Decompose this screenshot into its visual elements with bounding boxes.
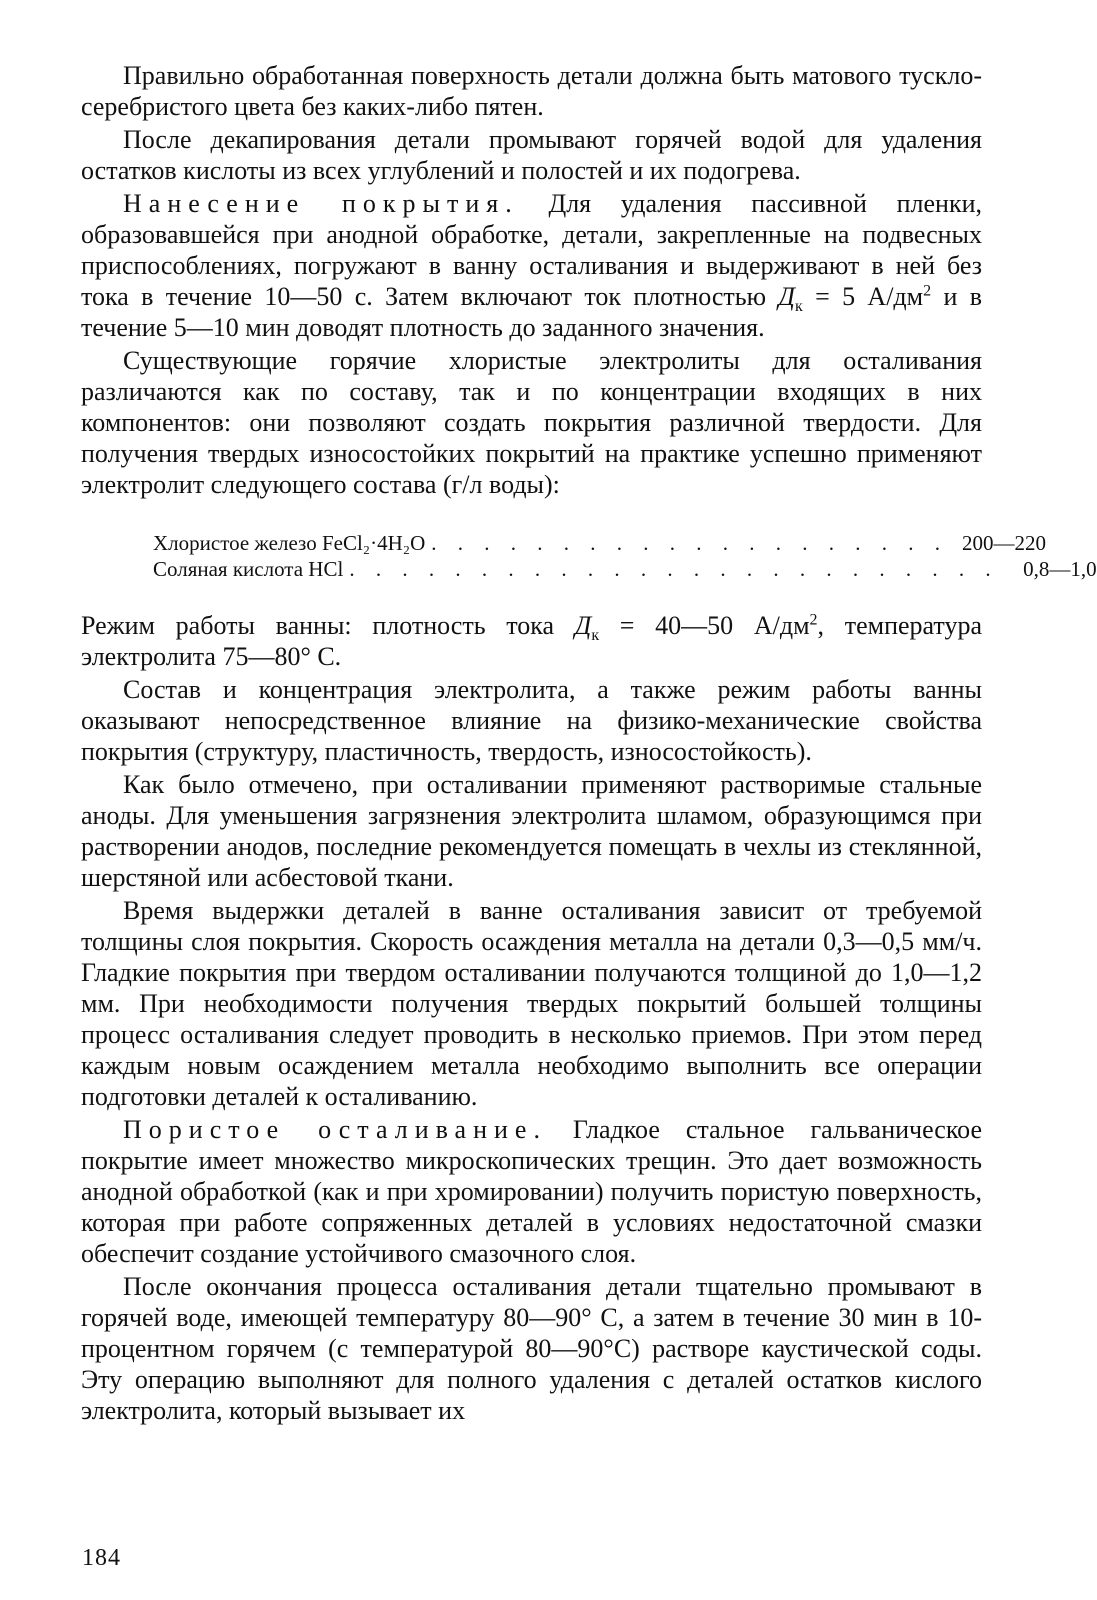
composition-list bbox=[153, 530, 1097, 582]
paragraph-decapping: После декапирования детали промывают горячей водой для удаления остатков кислоты из всех углублений и полостей и их подогрева. bbox=[81, 125, 982, 185]
leader-dots: . . . . . . . . . . . . . . . . . . . . . . . . . bbox=[349, 557, 999, 581]
superscript: 2 bbox=[809, 611, 818, 629]
composition-value: 0,8—1,0 bbox=[1023, 557, 1097, 581]
text-run: = 40—50 А/дм bbox=[599, 611, 810, 640]
composition-value: 200—220 bbox=[962, 531, 1047, 555]
paragraph-bath-mode bbox=[81, 610, 982, 672]
text-run: и в течение 5—10 мин доводят плотность до заданного значения. bbox=[81, 282, 982, 342]
paragraph-electrolytes: Существующие горячие хлористые электролиты для осталивания различаются как по составу, так и по концентрации входящих в них компонентов: они позволяют создать покрытия различной твердости. Для получения твердых износостойких покрытий на практике успешно применяют электролит следующего состава (г/л воды): bbox=[81, 346, 982, 499]
text-run: Гладкое стальное гальваническое покрытие имеет множество микроскопических трещин. Это дает возможность анодной обработкой (как и при хромировании) получить пористую поверхность, которая при работе сопряженных деталей в условиях недостаточной смазки обеспечит создание устойчивого смазочного слоя. bbox=[81, 1115, 982, 1268]
paragraph-surface: Правильно обработанная поверхность детали должна быть матового тускло-серебристого цвета без каких-либо пятен. bbox=[81, 61, 982, 121]
subscript: к bbox=[794, 298, 803, 316]
current-density-symbol: Д bbox=[778, 282, 795, 311]
paragraph-holding-time: Время выдержки деталей в ванне осталивания зависит от требуемой толщины слоя покрытия. Скорость осаждения металла на детали 0,3—0,5 мм/ч. Гладкие покрытия при твердом осталивании получаются толщиной до 1,0—1,2 мм. При необходимости получения твердых покрытий большей толщины процесс осталивания следует проводить в несколько приемов. При этом перед каждым новым осаждением металла необходимо выполнить все операции подготовки деталей к осталиванию. bbox=[81, 896, 982, 1111]
current-density-symbol: Д bbox=[574, 611, 592, 640]
paragraph-final-wash: После окончания процесса осталивания детали тщательно промывают в горячей воде, имеющей температуру 80—90° С, а затем в течение 30 мин в 10-процентном горячем (с температурой 80—90°С) растворе каустической соды. Эту операцию выполняют для полного удаления с деталей остатков кислого электролита, который вызывает их bbox=[81, 1272, 982, 1425]
text-run: Режим работы ванны: плотность тока bbox=[81, 611, 575, 640]
text-run: Для удаления пассивной пленки, образовавшейся при анодной обработке, детали, закрепленные на подвесных приспособлениях, погружают в ванну осталивания и выдерживают в ней без тока в течение 10—50 с. Затем включают ток плотностью bbox=[81, 189, 982, 311]
text-run: , температура электролита 75—80° С. bbox=[81, 611, 982, 671]
leader-dots: . . . . . . . . . . . . . . . . . . . . bbox=[431, 531, 949, 555]
composition-row bbox=[153, 530, 1047, 556]
composition-name: Соляная кислота HCl bbox=[153, 557, 344, 581]
superscript: 2 bbox=[923, 282, 932, 300]
paragraph-properties: Состав и концентрация электролита, а также режим работы ванны оказывают непосредственное влияние на физико-механические свойства покрытия (структуру, пластичность, твердость, износостойкость). bbox=[81, 675, 982, 766]
composition-row bbox=[153, 556, 1097, 582]
page-number: 184 bbox=[82, 1545, 121, 1571]
section-heading-porous: Пористое осталивание. bbox=[123, 1115, 547, 1144]
subscript: к bbox=[591, 627, 600, 645]
text-run: = 5 А/дм bbox=[802, 282, 924, 311]
paragraph-anodes: Как было отмечено, при осталивании применяют растворимые стальные аноды. Для уменьшения загрязнения электролита шламом, образующимся при растворении анодов, последние рекомендуется помещать в чехлы из стеклянной, шерстяной или асбестовой ткани. bbox=[81, 770, 982, 892]
composition-name: Хлористое железо FeCl₂·4H₂O bbox=[153, 531, 426, 555]
section-heading-coating: Нанесение покрытия. bbox=[123, 189, 519, 218]
paragraph-coating bbox=[81, 188, 982, 343]
paragraph-porous bbox=[81, 1114, 982, 1269]
